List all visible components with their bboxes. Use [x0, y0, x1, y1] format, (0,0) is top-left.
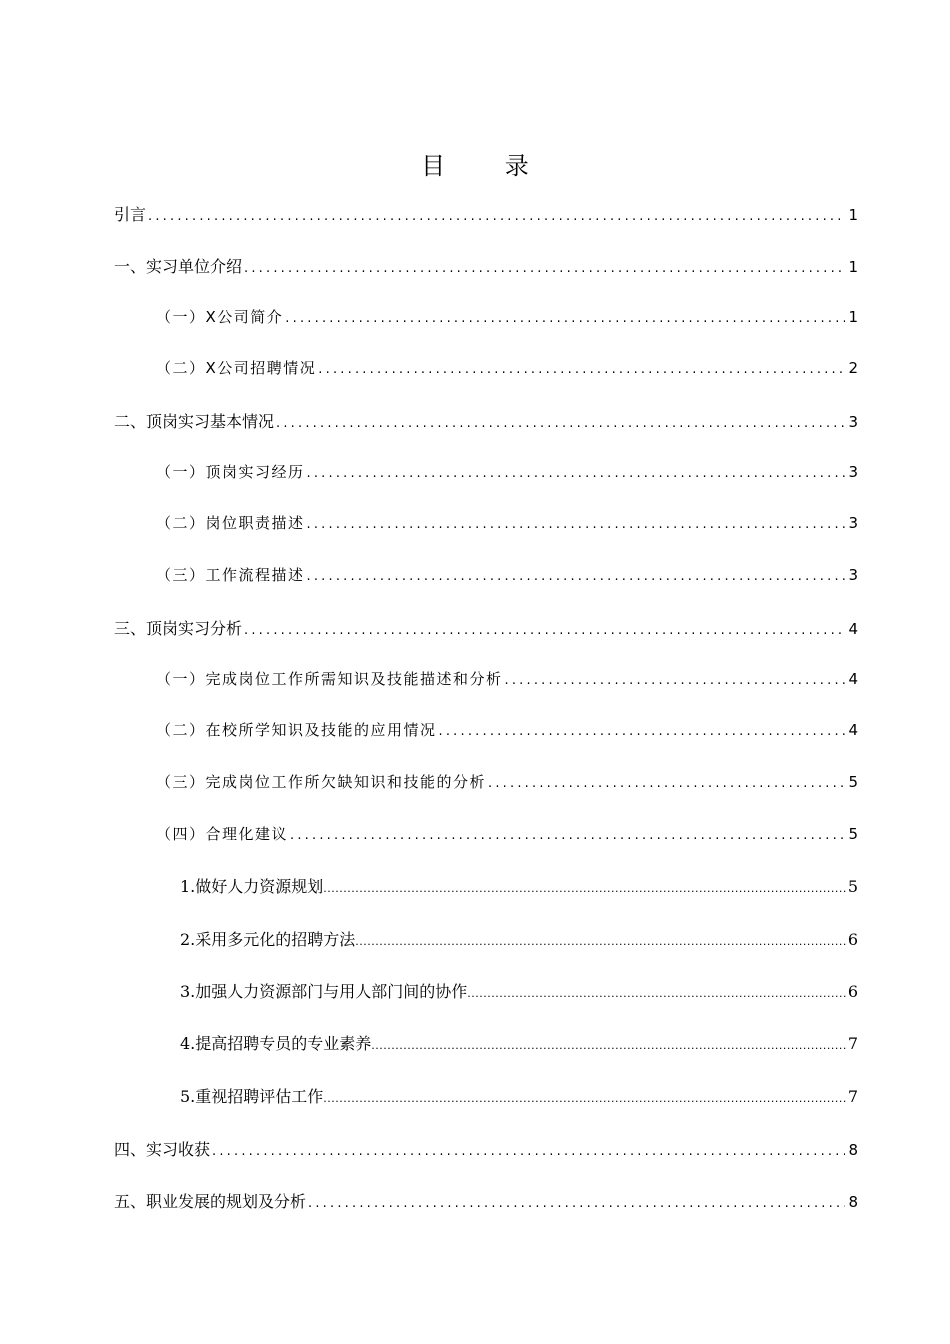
toc-page-number: 6 — [847, 930, 858, 949]
toc-page-number: 1 — [848, 206, 858, 224]
toc-dot-leader — [439, 724, 846, 739]
toc-dot-leader — [323, 1092, 847, 1105]
toc-entry-text: 2.采用多元化的招聘方法 — [180, 930, 356, 949]
toc-entry[interactable] — [180, 927, 858, 951]
toc-entry[interactable] — [114, 409, 858, 433]
toc-entry-text: 4.提高招聘专员的专业素养 — [180, 1034, 372, 1053]
toc-entry-text: 五、职业发展的规划及分析 — [114, 1192, 307, 1211]
toc-dot-leader — [290, 828, 845, 843]
toc-entry-text: 引言 — [114, 205, 147, 224]
toc-dot-leader — [488, 776, 845, 791]
toc-dot-leader — [307, 466, 846, 481]
toc-page-number: 8 — [848, 1193, 858, 1211]
toc-entry[interactable] — [180, 1084, 858, 1108]
toc-entry-text: 三、顶岗实习分析 — [114, 619, 243, 638]
toc-entry[interactable] — [180, 1031, 858, 1055]
toc-entry[interactable] — [114, 1189, 858, 1213]
toc-entry-text: 3.加强人力资源部门与用人部门间的协作 — [180, 982, 468, 1001]
toc-entry-text: （四）合理化建议 — [156, 825, 289, 843]
toc-entry[interactable] — [156, 306, 858, 330]
toc-entry-text: （三）工作流程描述 — [156, 566, 305, 584]
toc-page-number: 7 — [847, 1034, 858, 1053]
toc-page-number: 6 — [847, 982, 858, 1001]
toc-entry[interactable] — [156, 512, 858, 536]
toc-entry-text: 二、顶岗实习基本情况 — [114, 412, 275, 431]
toc-entry-text: （一）顶岗实习经历 — [156, 463, 305, 481]
toc-entry[interactable] — [114, 202, 858, 226]
toc-page-number: 4 — [848, 670, 858, 688]
toc-entry[interactable] — [114, 1137, 858, 1161]
toc-page-number: 3 — [848, 413, 858, 431]
toc-page-number: 5 — [847, 877, 858, 896]
toc-page-number: 5 — [848, 773, 858, 791]
toc-dot-leader — [276, 416, 845, 431]
toc-dot-leader — [244, 261, 845, 276]
toc-entry-text: 5.重视招聘评估工作 — [180, 1087, 324, 1106]
toc-entry-text: （三）完成岗位工作所欠缺知识和技能的分析 — [156, 773, 487, 791]
toc-page-number: 3 — [848, 463, 858, 481]
toc-entry-text: （一）X公司简介 — [156, 308, 284, 326]
toc-dot-leader — [307, 517, 846, 532]
toc-entry[interactable] — [156, 823, 858, 847]
toc-dot-leader — [285, 311, 845, 326]
toc-entry-text: （一）完成岗位工作所需知识及技能描述和分析 — [156, 670, 503, 688]
toc-entry[interactable] — [156, 771, 858, 795]
toc-page-number: 7 — [847, 1087, 858, 1106]
toc-entry[interactable] — [156, 357, 858, 381]
toc-page-number: 4 — [848, 620, 858, 638]
toc-dot-leader — [148, 209, 845, 224]
toc-entry[interactable] — [180, 874, 858, 898]
toc-entry[interactable] — [156, 461, 858, 485]
toc-title: 目 录 — [421, 152, 555, 180]
toc-page-number: 8 — [848, 1141, 858, 1159]
toc-entry-text: 1.做好人力资源规划 — [180, 877, 324, 896]
toc-entry-text: 一、实习单位介绍 — [114, 257, 243, 276]
toc-page-number: 5 — [848, 825, 858, 843]
toc-entry[interactable] — [156, 719, 858, 743]
toc-dot-leader — [505, 673, 846, 688]
toc-dot-leader — [323, 882, 847, 895]
toc-page-number: 4 — [848, 721, 858, 739]
toc-page-number: 2 — [848, 359, 858, 377]
toc-dot-leader — [467, 987, 847, 1000]
toc-page-number: 3 — [848, 514, 858, 532]
toc-entry[interactable] — [156, 668, 858, 692]
toc-page-number: 1 — [848, 258, 858, 276]
toc-dot-leader — [371, 1039, 847, 1052]
toc-dot-leader — [244, 623, 845, 638]
toc-entry-text: （二）X公司招聘情况 — [156, 359, 317, 377]
toc-entry-text: （二）岗位职责描述 — [156, 514, 305, 532]
toc-dot-leader — [308, 1196, 845, 1211]
toc-dot-leader — [212, 1144, 845, 1159]
toc-entry[interactable] — [114, 254, 858, 278]
toc-entry[interactable] — [180, 979, 858, 1003]
toc-dot-leader — [307, 569, 846, 584]
toc-entry-text: 四、实习收获 — [114, 1140, 211, 1159]
toc-page-number: 3 — [848, 566, 858, 584]
toc-dot-leader — [355, 935, 847, 948]
toc-entry-text: （二）在校所学知识及技能的应用情况 — [156, 721, 437, 739]
toc-page-number: 1 — [848, 308, 858, 326]
toc-dot-leader — [318, 362, 845, 377]
toc-entry[interactable] — [156, 564, 858, 588]
toc-entry[interactable] — [114, 616, 858, 640]
